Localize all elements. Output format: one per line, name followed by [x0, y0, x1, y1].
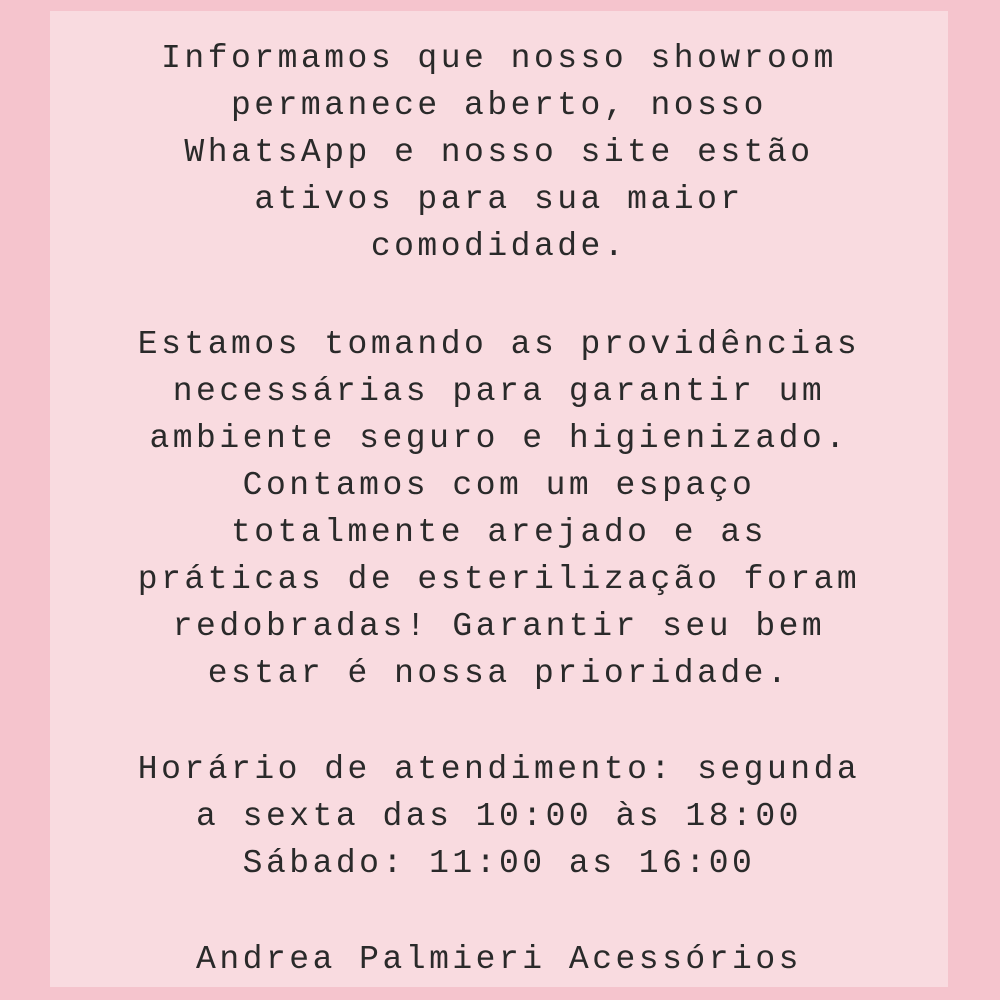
text-line: WhatsApp e nosso site estão — [184, 134, 814, 171]
text-line: estar é nossa prioridade. — [207, 655, 791, 692]
text-line: práticas de esterilização foram — [137, 561, 861, 598]
signature-text: Andrea Palmieri Acessórios — [196, 941, 802, 978]
signature — [50, 936, 948, 983]
text-line: Contamos com um espaço — [242, 467, 756, 504]
text-line: permanece aberto, nosso — [231, 87, 767, 124]
text-line: comodidade. — [370, 228, 628, 265]
text-line: Estamos tomando as providências — [137, 326, 861, 363]
text-line: redobradas! Garantir seu bem — [172, 608, 826, 645]
text-line: ativos para sua maior — [254, 181, 744, 218]
text-line: necessárias para garantir um — [172, 373, 826, 410]
paragraph-opening-hours — [50, 746, 948, 887]
announcement-card — [50, 11, 948, 987]
text-line: Sábado: 11:00 as 16:00 — [242, 845, 756, 882]
text-line: totalmente arejado e as — [231, 514, 767, 551]
text-line: Horário de atendimento: segunda — [137, 751, 861, 788]
text-line: ambiente seguro e higienizado. — [149, 420, 849, 457]
text-line: a sexta das 10:00 às 18:00 — [196, 798, 802, 835]
paragraph-showroom-open — [50, 35, 948, 270]
text-line: Informamos que nosso showroom — [161, 40, 837, 77]
paragraph-safety-measures — [50, 321, 948, 697]
